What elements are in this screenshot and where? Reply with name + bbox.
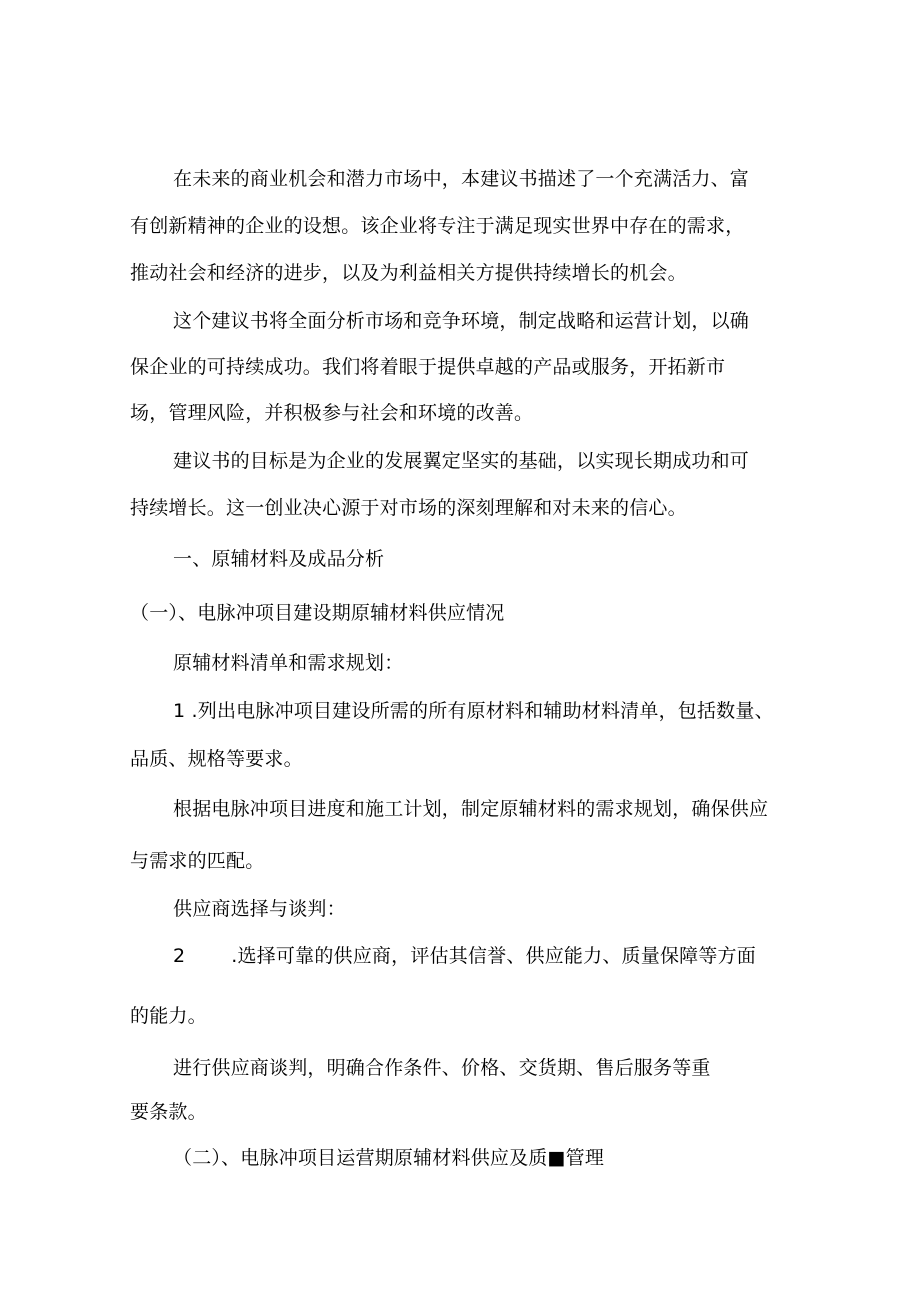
paragraph-plan-line-2: 与需求的匹配。: [130, 850, 265, 872]
list-item-2-number: 2: [173, 945, 186, 967]
list-item-2-line-1: [173, 943, 756, 969]
paragraph-3-line-2: 持续增长。这一创业决心源于对市场的深刻理解和对未来的信心。: [130, 497, 687, 519]
paragraph-1-line-1: 在未来的商业机会和潜力市场中，本建议书描述了一个充满活力、富: [173, 168, 750, 190]
list-item-1-line-1: 1 .列出电脉冲项目建设所需的所有原材料和辅助材料清单，包括数量、: [173, 700, 774, 722]
paragraph-plan-line-1: 根据电脉冲项目进度和施工计划，制定原辅材料的需求规划，确保供应: [173, 798, 769, 820]
list-item-2-line-2: 的能力。: [130, 1005, 207, 1027]
paragraph-2-line-2: 保企业的可持续成功。我们将着眼于提供卓越的产品或服务，开拓新市: [130, 356, 726, 378]
section-heading: 一、原辅材料及成品分析: [173, 548, 385, 570]
list-heading-materials: 原辅材料清单和需求规划：: [173, 652, 404, 674]
paragraph-2-line-3: 场，管理风险，并积极参与社会和环境的改善。: [130, 402, 534, 424]
list-item-1-line-2: 品质、规格等要求。: [130, 748, 303, 770]
paragraph-2-line-1: 这个建议书将全面分析市场和竞争环境，制定战略和运营计划，以确: [173, 310, 750, 332]
subsection-heading-1: （一）、电脉冲项目建设期原辅材料供应情况: [130, 602, 505, 624]
list-heading-suppliers: 供应商选择与谈判：: [173, 898, 346, 920]
list-item-2-text: .选择可靠的供应商，评估其信誉、供应能力、质量保障等方面: [231, 945, 756, 967]
paragraph-negotiation-line-1: 进行供应商谈判，明确合作条件、价格、交货期、售后服务等重: [173, 1057, 711, 1079]
paragraph-1-line-2: 有创新精神的企业的设想。该企业将专注于满足现实世界中存在的需求，: [130, 215, 745, 237]
paragraph-negotiation-line-2: 要条款。: [130, 1101, 207, 1123]
paragraph-3-line-1: 建议书的目标是为企业的发展翼定坚实的基础，以实现长期成功和可: [173, 450, 750, 472]
paragraph-1-line-3: 推动社会和经济的进步，以及为利益相关方提供持续增长的机会。: [130, 262, 687, 284]
subsection-heading-2: （二）、电脉冲项目运营期原辅材料供应及质■管理: [173, 1147, 605, 1169]
